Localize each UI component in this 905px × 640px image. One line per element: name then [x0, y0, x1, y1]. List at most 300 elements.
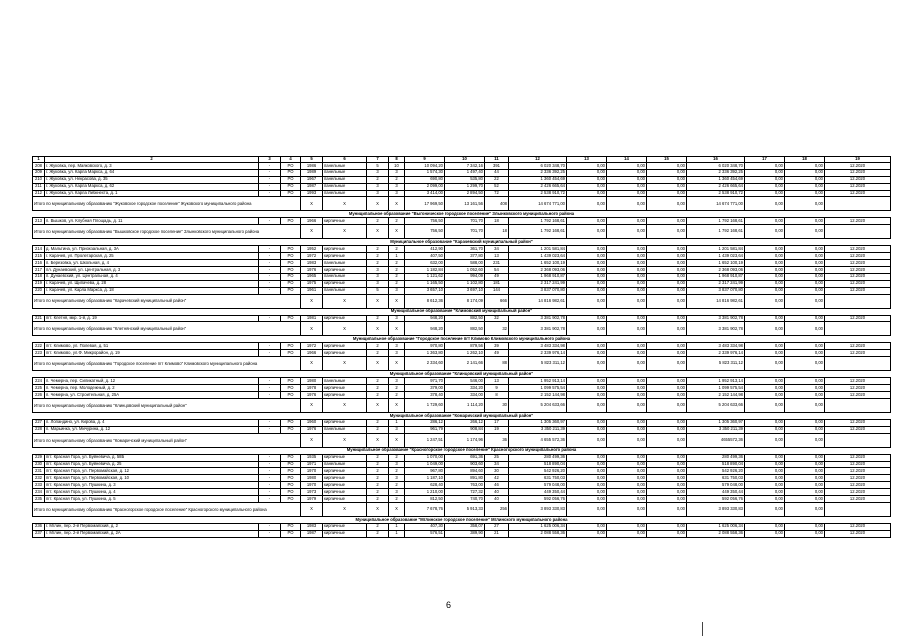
- table-cell: 3: [389, 461, 405, 468]
- subtotal-row: [33, 225, 891, 239]
- table-cell: РО: [281, 183, 301, 190]
- table-cell: -: [259, 468, 281, 475]
- table-cell: 0,00: [785, 496, 825, 503]
- subtotal-cell: 3 893 330,83: [687, 502, 745, 516]
- subtotal-cell: 0,00: [647, 322, 687, 336]
- table-cell: кирпичные: [323, 482, 367, 489]
- subtotal-cell: 0,00: [647, 502, 687, 516]
- table-cell: 2 099,00: [405, 183, 445, 190]
- subtotal-cell: X: [367, 322, 389, 336]
- table-cell: 225: [33, 385, 45, 392]
- table-row: [33, 176, 891, 183]
- table-cell: 0,00: [567, 163, 607, 170]
- subtotal-cell: X: [323, 398, 367, 412]
- table-cell: 0,00: [567, 454, 607, 461]
- table-cell: 2: [367, 218, 389, 225]
- table-cell: 30: [485, 468, 509, 475]
- table-cell: 0,00: [567, 176, 607, 183]
- table-cell: 0,00: [607, 246, 647, 253]
- subtotal-cell: 88: [485, 357, 509, 371]
- table-cell: 1983: [301, 260, 323, 267]
- column-header: 2: [45, 157, 259, 163]
- subtotal-cell: X: [301, 294, 323, 308]
- table-cell: 1961: [301, 287, 323, 294]
- table-row: [33, 343, 891, 350]
- table-cell: 379,00: [405, 385, 445, 392]
- subtotal-cell: 0,00: [647, 197, 687, 211]
- section-title-row: [33, 371, 891, 378]
- table-cell: 0,00: [785, 183, 825, 190]
- table-cell: РО: [281, 350, 301, 357]
- table-row: [33, 287, 891, 294]
- table-cell: 0,00: [785, 530, 825, 537]
- table-cell: 12.2020: [825, 287, 891, 294]
- table-cell: 0,00: [567, 468, 607, 475]
- table-cell: панельные: [323, 273, 367, 280]
- table-cell: 1973: [301, 489, 323, 496]
- subtotal-cell: X: [389, 322, 405, 336]
- table-cell: 0,00: [647, 392, 687, 399]
- table-cell: кирпичные: [323, 392, 367, 399]
- section-title-row: [33, 308, 891, 315]
- table-cell: 1972: [301, 253, 323, 260]
- table-cell: г. Жуковка, ул. Карла Маркса, д. 64: [45, 169, 259, 176]
- subtotal-cell: 0,00: [607, 225, 647, 239]
- table-cell: 3: [367, 280, 389, 287]
- table-cell: 1 070,00: [405, 454, 445, 461]
- table-cell: 0,00: [785, 273, 825, 280]
- table-cell: 1 360 454,69: [687, 176, 745, 183]
- table-cell: РО: [281, 190, 301, 197]
- table-cell: 0,00: [607, 530, 647, 537]
- table-cell: 0,00: [607, 461, 647, 468]
- subtotal-cell: X: [323, 357, 367, 371]
- table-cell: пгт. Красная Гора, ул. Пушкина, д. 3: [45, 482, 259, 489]
- table-cell: 546,00: [445, 378, 485, 385]
- table-cell: 0,00: [647, 378, 687, 385]
- table-cell: 0,00: [607, 280, 647, 287]
- table-cell: 3: [389, 378, 405, 385]
- section-title: Муниципальное образование "Выгоническое городское поселение" Злынковского муниципального района: [33, 211, 891, 218]
- table-cell: 1 305 360,97: [509, 419, 567, 426]
- table-cell: пгт. Красная Гора, ул. Первомайская, д. 12: [45, 468, 259, 475]
- table-cell: панельные: [323, 163, 367, 170]
- table-cell: 12.2020: [825, 253, 891, 260]
- table-cell: -: [259, 475, 281, 482]
- table-cell: 1 182,84: [405, 267, 445, 274]
- table-cell: 1 652 100,19: [687, 260, 745, 267]
- table-cell: 2 317 241,99: [687, 280, 745, 287]
- table-cell: 0,00: [785, 350, 825, 357]
- table-cell: 3: [367, 273, 389, 280]
- table-cell: 0,00: [785, 468, 825, 475]
- section-title-row: [33, 447, 891, 454]
- table-cell: 701,70: [445, 218, 485, 225]
- column-header: 19: [825, 157, 891, 163]
- table-cell: 579 048,00: [509, 482, 567, 489]
- table-cell: г. Карачев, ул. Карла Маркса, д. 18: [45, 287, 259, 294]
- table-cell: 1976: [301, 267, 323, 274]
- table-cell: 2: [367, 253, 389, 260]
- subtotal-cell: X: [301, 197, 323, 211]
- table-cell: 12.2020: [825, 482, 891, 489]
- table-cell: 2: [367, 475, 389, 482]
- table-cell: 2: [389, 273, 405, 280]
- table-cell: 3 381 902,78: [687, 315, 745, 322]
- table-cell: 32: [485, 315, 509, 322]
- table-cell: 2 336 392,25: [509, 169, 567, 176]
- table-cell: 214: [33, 246, 45, 253]
- table-cell: панельные: [323, 461, 367, 468]
- table-cell: -: [259, 246, 281, 253]
- table-cell: 3 414,00: [405, 190, 445, 197]
- table-cell: пгт. Красная Гора, ул. Пушкина, д. 5: [45, 496, 259, 503]
- table-cell: 3 697,10: [445, 287, 485, 294]
- table-cell: 1979: [301, 496, 323, 503]
- table-cell: 0,00: [607, 392, 647, 399]
- column-header: 5: [301, 157, 323, 163]
- table-cell: 0,00: [567, 315, 607, 322]
- table-cell: 0,00: [745, 482, 785, 489]
- table-cell: 1 497,40: [445, 169, 485, 176]
- table-cell: 0,00: [785, 489, 825, 496]
- table-cell: РО: [281, 468, 301, 475]
- table-cell: кирпичные: [323, 280, 367, 287]
- table-cell: -: [259, 176, 281, 183]
- table-cell: 12.2020: [825, 218, 891, 225]
- table-cell: 0,00: [567, 523, 607, 530]
- table-cell: РО: [281, 523, 301, 530]
- table-cell: п. Лопандино, ул. Кирова, д. 4: [45, 419, 259, 426]
- table-cell: РО: [281, 461, 301, 468]
- column-header: 13: [567, 157, 607, 163]
- table-cell: 12.2020: [825, 260, 891, 267]
- section-title-row: [33, 239, 891, 246]
- table-cell: 535,80: [445, 176, 485, 183]
- subtotal-cell: 8 174,09: [445, 294, 485, 308]
- table-cell: РО: [281, 426, 301, 433]
- table-cell: 10: [389, 163, 405, 170]
- subtotal-cell: 14 816 982,61: [509, 294, 567, 308]
- table-cell: 8: [485, 392, 509, 399]
- table-cell: -: [259, 530, 281, 537]
- table-cell: 0,00: [567, 489, 607, 496]
- table-cell: 0,00: [607, 169, 647, 176]
- table-cell: 0,00: [567, 280, 607, 287]
- table-cell: 39: [485, 343, 509, 350]
- table-cell: 1 952 913,14: [687, 378, 745, 385]
- table-cell: кирпичные: [323, 530, 367, 537]
- table-row: [33, 496, 891, 503]
- table-cell: 2: [367, 246, 389, 253]
- table-cell: 542 926,20: [687, 468, 745, 475]
- subtotal-cell: 1 729,60: [405, 398, 445, 412]
- table-cell: д. Мальтина, ул. Приокзальная, д. 3А: [45, 246, 259, 253]
- table-cell: 0,00: [785, 176, 825, 183]
- table-cell: 233: [33, 482, 45, 489]
- table-cell: 0,00: [607, 287, 647, 294]
- table-cell: 1 363,80: [405, 350, 445, 357]
- subtotal-cell: 1 792 168,61: [687, 225, 745, 239]
- table-cell: 2 894,50: [445, 190, 485, 197]
- table-cell: -: [259, 426, 281, 433]
- subtotal-label: Итого по муниципальному образованию "Красногорское городское поселение" Красногорского муниципального района: [33, 502, 301, 516]
- table-cell: п. Чемерна, пер. Молодежный, д. 2: [45, 385, 259, 392]
- table-cell: 0,00: [607, 163, 647, 170]
- table-cell: кирпичные: [323, 489, 367, 496]
- table-cell: 0,00: [745, 461, 785, 468]
- table-cell: 3: [389, 426, 405, 433]
- subtotal-cell: 0,00: [785, 322, 825, 336]
- subtotal-cell: 5 823 311,12: [687, 357, 745, 371]
- subtotal-row: [33, 322, 891, 336]
- table-cell: пгт. Красная Гора, ул. Первомайская, д. 10: [45, 475, 259, 482]
- table-cell: -: [259, 419, 281, 426]
- table-cell: 588,00: [445, 260, 485, 267]
- table-cell: 40: [485, 489, 509, 496]
- table-cell: 0,00: [785, 163, 825, 170]
- table-cell: 213: [33, 218, 45, 225]
- table-cell: 0,00: [785, 392, 825, 399]
- subtotal-cell: 256: [485, 502, 509, 516]
- table-cell: -: [259, 169, 281, 176]
- table-cell: панельные: [323, 183, 367, 190]
- table-cell: 0,00: [567, 246, 607, 253]
- table-cell: -: [259, 343, 281, 350]
- table-cell: 1 652 100,19: [509, 260, 567, 267]
- table-cell: 727,32: [445, 489, 485, 496]
- table-row: [33, 273, 891, 280]
- table-cell: 2: [389, 482, 405, 489]
- table-cell: 3: [367, 267, 389, 274]
- subtotal-cell: X: [367, 294, 389, 308]
- table-cell: 0,00: [567, 419, 607, 426]
- table-cell: 1 792 168,61: [687, 218, 745, 225]
- table-cell: РО: [281, 218, 301, 225]
- section-title: Муниципальное образование "Климовский муниципальный район": [33, 308, 891, 315]
- subtotal-cell: 0,00: [607, 502, 647, 516]
- table-cell: 0,00: [647, 350, 687, 357]
- table-cell: 40: [485, 496, 509, 503]
- table-cell: 0,00: [567, 260, 607, 267]
- table-cell: -: [259, 267, 281, 274]
- section-title: Муниципальное образование "Красногорское городское поселение" Красногорского муниципального района: [33, 447, 891, 454]
- table-cell: 2: [367, 419, 389, 426]
- table-cell: 0,00: [607, 350, 647, 357]
- table-cell: 0,00: [567, 183, 607, 190]
- table-cell: 12.2020: [825, 454, 891, 461]
- table-cell: 592 056,76: [687, 496, 745, 503]
- subtotal-cell: 5 823 311,12: [509, 357, 567, 371]
- table-cell: 0,00: [607, 468, 647, 475]
- table-cell: 221: [33, 315, 45, 322]
- section-title-row: [33, 336, 891, 343]
- table-cell: 1987: [301, 530, 323, 537]
- subtotal-cell: 0,00: [745, 502, 785, 516]
- table-cell: -: [259, 523, 281, 530]
- table-cell: 0,00: [745, 426, 785, 433]
- housing-repair-table: [32, 156, 891, 538]
- column-header: 3: [259, 157, 281, 163]
- table-cell: 0,00: [745, 343, 785, 350]
- table-cell: 0,00: [647, 273, 687, 280]
- table-cell: 1: [389, 419, 405, 426]
- table-cell: РО: [281, 267, 301, 274]
- table-cell: 0,00: [647, 253, 687, 260]
- table-cell: 891,80: [445, 475, 485, 482]
- subtotal-cell: 8 612,36: [405, 294, 445, 308]
- table-cell: 0,00: [785, 267, 825, 274]
- table-cell: 12.2020: [825, 190, 891, 197]
- table-cell: 2: [367, 496, 389, 503]
- subtotal-cell: 5 204 633,66: [687, 398, 745, 412]
- subtotal-cell: X: [323, 322, 367, 336]
- table-cell: кирпичные: [323, 267, 367, 274]
- table-row: [33, 489, 891, 496]
- table-cell: 334,00: [445, 392, 485, 399]
- subtotal-cell: 0,00: [647, 357, 687, 371]
- table-cell: кирпичные: [323, 419, 367, 426]
- table-cell: 0,00: [647, 530, 687, 537]
- table-row: [33, 218, 891, 225]
- table-cell: г. Жуковка, ул. Некрасова, д. 35: [45, 176, 259, 183]
- table-cell: 0,00: [567, 496, 607, 503]
- table-cell: 13: [485, 253, 509, 260]
- table-cell: -: [259, 183, 281, 190]
- table-cell: 0,00: [785, 343, 825, 350]
- table-cell: кирпичные: [323, 218, 367, 225]
- subtotal-cell: 0,00: [785, 433, 825, 447]
- table-cell: 1971: [301, 461, 323, 468]
- subtotal-row: [33, 433, 891, 447]
- table-cell: 0,00: [745, 385, 785, 392]
- subtotal-label: Итого по муниципальному образованию "Городское поселение пгт Климово" Климовского муниципального района: [33, 357, 301, 371]
- subtotal-label: Итого по муниципальному образованию "Клетнянский муниципальный район": [33, 322, 301, 336]
- subtotal-cell: 1 247,51: [405, 433, 445, 447]
- table-cell: 12.2020: [825, 378, 891, 385]
- subtotal-cell: 0,00: [567, 294, 607, 308]
- table-cell: 2: [367, 315, 389, 322]
- table-cell: 0,00: [745, 218, 785, 225]
- table-cell: 361,70: [445, 246, 485, 253]
- subtotal-cell: 17 969,50: [405, 197, 445, 211]
- table-cell: 592 056,76: [509, 496, 567, 503]
- table-cell: кирпичные: [323, 253, 367, 260]
- table-cell: 1 262,10: [445, 350, 485, 357]
- table-cell: 0,00: [607, 482, 647, 489]
- table-cell: 18: [485, 218, 509, 225]
- subtotal-cell: 2 141,66: [445, 357, 485, 371]
- table-cell: 0,00: [785, 260, 825, 267]
- table-cell: 0,00: [647, 343, 687, 350]
- table-cell: РО: [281, 482, 301, 489]
- subtotal-cell: 948,20: [405, 322, 445, 336]
- subtotal-cell: 0,00: [607, 357, 647, 371]
- subtotal-cell: X: [389, 398, 405, 412]
- table-cell: 542 926,20: [509, 468, 567, 475]
- table-cell: 3 381 902,78: [509, 315, 567, 322]
- table-cell: 1965: [301, 273, 323, 280]
- table-cell: 1 439 023,64: [509, 253, 567, 260]
- subtotal-cell: 0,00: [607, 197, 647, 211]
- table-cell: 2: [367, 482, 389, 489]
- table-cell: 0,00: [647, 482, 687, 489]
- table-cell: 0,00: [607, 176, 647, 183]
- table-cell: 1989: [301, 169, 323, 176]
- column-header: 4: [281, 157, 301, 163]
- subtotal-row: [33, 197, 891, 211]
- table-cell: -: [259, 218, 281, 225]
- table-cell: 228: [33, 426, 45, 433]
- table-cell: 0,00: [607, 273, 647, 280]
- table-cell: 576,51: [405, 530, 445, 537]
- table-cell: 0,00: [785, 385, 825, 392]
- subtotal-row: [33, 294, 891, 308]
- table-cell: РО: [281, 169, 301, 176]
- table-cell: 3 657,10: [405, 287, 445, 294]
- table-cell: 3: [389, 287, 405, 294]
- table-cell: -: [259, 273, 281, 280]
- table-cell: 219: [33, 280, 45, 287]
- table-cell: 0,00: [607, 475, 647, 482]
- table-cell: 449 350,44: [509, 489, 567, 496]
- table-cell: 449 350,44: [687, 489, 745, 496]
- table-cell: 1 625 006,34: [687, 523, 745, 530]
- table-cell: 220: [33, 287, 45, 294]
- section-title: Муниципальное образование "Карачевский муниципальный район": [33, 239, 891, 246]
- table-cell: г. Жуковка, пер. Маяковского, д. 3: [45, 163, 259, 170]
- table-cell: 0,00: [607, 454, 647, 461]
- table-cell: 44: [485, 169, 509, 176]
- table-cell: п. Чемерна, ул. Строительная, д. 25А: [45, 392, 259, 399]
- table-row: [33, 253, 891, 260]
- subtotal-cell: 5 913,33: [445, 502, 485, 516]
- table-cell: 0,00: [785, 169, 825, 176]
- table-cell: РО: [281, 315, 301, 322]
- table-cell: 1 121,62: [405, 273, 445, 280]
- table-cell: 266,12: [445, 419, 485, 426]
- column-header: 17: [745, 157, 785, 163]
- table-cell: кирпичные: [323, 350, 367, 357]
- table-cell: 1970: [301, 468, 323, 475]
- subtotal-row: [33, 357, 891, 371]
- table-cell: РО: [281, 419, 301, 426]
- subtotal-cell: 13 161,56: [445, 197, 485, 211]
- subtotal-cell: 0,00: [607, 322, 647, 336]
- subtotal-cell: [825, 398, 891, 412]
- table-cell: 0,00: [785, 315, 825, 322]
- subtotal-cell: 0,00: [647, 294, 687, 308]
- table-cell: 2: [389, 454, 405, 461]
- subtotal-cell: 1 114,20: [445, 398, 485, 412]
- table-cell: г. Мглин, пер. 2-й Первомайский, д. 2: [45, 523, 259, 530]
- column-header: 9: [405, 157, 445, 163]
- table-cell: 230: [33, 461, 45, 468]
- table-cell: 52: [485, 183, 509, 190]
- table-cell: 812,50: [405, 496, 445, 503]
- table-cell: 0,00: [607, 343, 647, 350]
- table-cell: РО: [281, 496, 301, 503]
- subtotal-cell: X: [367, 357, 389, 371]
- table-cell: 3: [389, 315, 405, 322]
- table-cell: пгт. Климово, ул. Полевая, д. 51: [45, 343, 259, 350]
- subtotal-cell: X: [301, 225, 323, 239]
- subtotal-cell: X: [301, 502, 323, 516]
- table-cell: 12.2020: [825, 489, 891, 496]
- table-cell: 144: [485, 287, 509, 294]
- table-cell: кирпичные: [323, 454, 367, 461]
- subtotal-cell: X: [323, 294, 367, 308]
